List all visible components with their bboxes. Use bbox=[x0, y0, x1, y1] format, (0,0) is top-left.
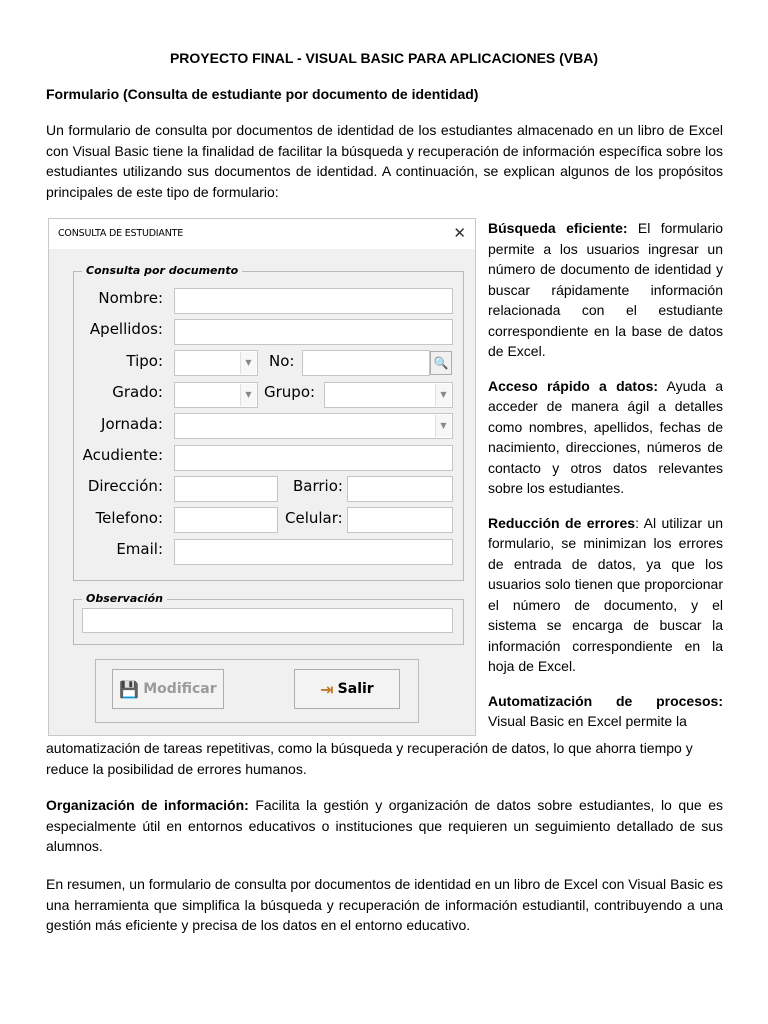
email-input[interactable] bbox=[174, 539, 453, 565]
salir-label: Salir bbox=[337, 681, 374, 697]
point-heading: Automatización de procesos: bbox=[488, 692, 723, 709]
point-reduccion bbox=[488, 513, 723, 677]
point-heading: Búsqueda eficiente: bbox=[488, 220, 628, 236]
exit-icon: ⇥ bbox=[320, 679, 334, 699]
salir-button[interactable] bbox=[294, 669, 400, 709]
celular-input[interactable] bbox=[347, 507, 453, 533]
direccion-input[interactable] bbox=[174, 476, 278, 502]
point-text: El formulario permite a los usuarios ingresar un número de documento de identidad y buscar rápidamente información relacionada con el estudiante correspondiente en la base de datos de Excel. bbox=[488, 220, 723, 359]
jornada-label: Jornada: bbox=[101, 415, 163, 433]
automation-continued: automatización de tareas repetitivas, como la búsqueda y recuperación de datos, lo que ahorra tiempo y reduce la posibilidad de errores humanos. bbox=[46, 740, 693, 777]
point-text: : Al utilizar un formulario, se minimizan los errores de entrada de datos, ya que los usuarios solo tienen que proporcionar el número de documento, y el sistema se encarga de buscar la información correspondiente en la hoja de Excel. bbox=[488, 514, 724, 674]
document-title: PROYECTO FINAL - VISUAL BASIC PARA APLICACIONES (VBA) bbox=[169, 50, 599, 66]
apellidos-input[interactable] bbox=[174, 319, 453, 345]
organization-paragraph bbox=[46, 795, 723, 857]
chevron-down-icon[interactable]: ▼ bbox=[435, 384, 451, 406]
acudiente-label: Acudiente: bbox=[82, 446, 163, 464]
chevron-down-icon[interactable]: ▼ bbox=[435, 415, 451, 437]
document-subtitle: Formulario (Consulta de estudiante por documento de identidad) bbox=[46, 86, 479, 102]
grupo-select[interactable] bbox=[324, 382, 453, 408]
chevron-down-icon[interactable]: ▼ bbox=[240, 384, 256, 406]
search-icon[interactable]: 🔍 bbox=[430, 351, 452, 375]
point-acceso bbox=[488, 376, 723, 499]
apellidos-label: Apellidos: bbox=[89, 320, 163, 338]
consulta-estudiante-window bbox=[48, 218, 476, 736]
telefono-label: Telefono: bbox=[95, 509, 163, 527]
no-label: No: bbox=[269, 352, 295, 370]
observation-label: Observación bbox=[82, 592, 167, 605]
point-text: Visual Basic en Excel permite la bbox=[488, 713, 687, 729]
acudiente-input[interactable] bbox=[174, 445, 453, 471]
celular-label: Celular: bbox=[285, 509, 343, 527]
point-busqueda bbox=[488, 218, 723, 362]
point-heading: Reducción de errores bbox=[488, 514, 636, 531]
modificar-button[interactable] bbox=[112, 669, 224, 709]
summary-paragraph: En resumen, un formulario de consulta por documentos de identidad en un libro de Excel con Visual Basic es una herramienta que simplifica la búsqueda y recuperación de información estudiantil, contribuyendo a una gestión más eficiente y precisa de los datos en el entorno educativo. bbox=[46, 876, 723, 933]
telefono-input[interactable] bbox=[174, 507, 278, 533]
intro-paragraph: Un formulario de consulta por documentos de identidad de los estudiantes almacenado en un libro de Excel con Visual Basic tiene la finalidad de facilitar la búsqueda y recuperación de información específica sobre los estudiantes utilizando sus documentos de identidad. A continuación, se explican algunos de los propósitos principales de este tipo de formulario: bbox=[46, 122, 723, 200]
jornada-select[interactable] bbox=[174, 413, 453, 439]
close-icon[interactable]: ✕ bbox=[453, 224, 466, 242]
point-text: Ayuda a acceder de manera ágil a detalles como nombres, apellidos, fechas de nacimiento, direcciones, números de contacto y otros datos relevantes sobre los estudiantes. bbox=[488, 377, 723, 496]
barrio-input[interactable] bbox=[347, 476, 453, 502]
search-frame-label: Consulta por documento bbox=[82, 264, 242, 277]
point-automatizacion bbox=[488, 691, 723, 732]
organization-heading: Organización de información: bbox=[46, 797, 249, 813]
grado-label: Grado: bbox=[112, 383, 163, 401]
documento-input[interactable] bbox=[302, 350, 430, 376]
grado-select[interactable] bbox=[174, 382, 258, 408]
save-icon: 💾 bbox=[119, 679, 140, 699]
point-heading: Acceso rápido a datos: bbox=[488, 377, 659, 394]
purposes-column bbox=[488, 218, 723, 732]
email-label: Email: bbox=[116, 540, 163, 558]
chevron-down-icon[interactable]: ▼ bbox=[240, 352, 256, 374]
grupo-label: Grupo: bbox=[264, 383, 316, 401]
nombre-label: Nombre: bbox=[98, 289, 163, 307]
direccion-label: Dirección: bbox=[87, 477, 163, 495]
barrio-label: Barrio: bbox=[293, 477, 343, 495]
observation-input[interactable] bbox=[82, 608, 453, 633]
window-title: CONSULTA DE ESTUDIANTE bbox=[58, 228, 184, 239]
modificar-label: Modificar bbox=[143, 681, 217, 697]
organization-text: Facilita la gestión y organización de datos sobre estudiantes, lo que es especialmente útil en entornos educativos o instituciones que requieren un seguimiento detallado de sus alumnos. bbox=[46, 797, 723, 854]
tipo-select[interactable] bbox=[174, 350, 258, 376]
window-titlebar bbox=[49, 219, 475, 249]
tipo-label: Tipo: bbox=[126, 352, 163, 370]
nombre-input[interactable] bbox=[174, 288, 453, 314]
